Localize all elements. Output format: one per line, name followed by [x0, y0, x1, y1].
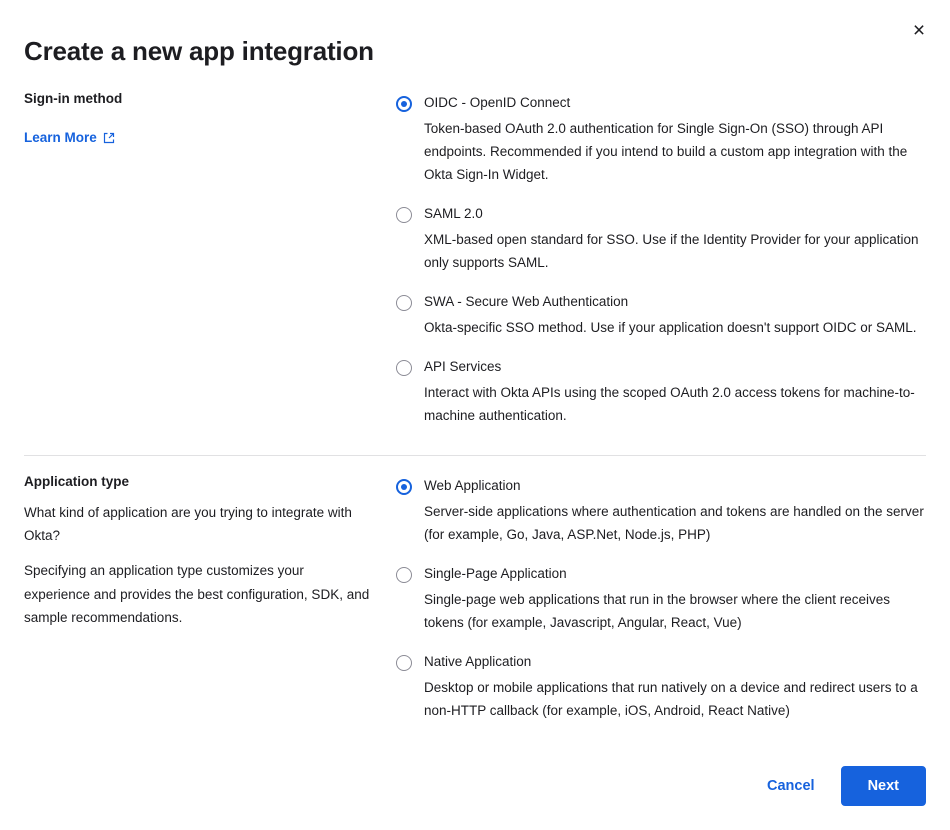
- radio-icon[interactable]: [396, 295, 412, 311]
- radio-option-web-application[interactable]: [396, 476, 926, 546]
- radio-description: Desktop or mobile applications that run natively on a device and redirect users to a non-HTTP callback (for example, iOS, Android, React Native): [424, 679, 918, 718]
- radio-title: API Services: [424, 359, 502, 374]
- radio-option-native-application[interactable]: [396, 652, 926, 722]
- radio-title: Single-Page Application: [424, 566, 567, 581]
- radio-body: [424, 652, 926, 722]
- radio-body: [424, 93, 926, 186]
- radio-title: OIDC - OpenID Connect: [424, 95, 571, 110]
- radio-description: Token-based OAuth 2.0 authentication for Single Sign-On (SSO) through API endpoints. Recommended if you intend to build a custom app integration with the Okta Sign-In Widget.: [424, 120, 908, 182]
- application-type-left: [24, 474, 396, 629]
- radio-title: SAML 2.0: [424, 206, 483, 222]
- radio-body: [424, 292, 926, 339]
- radio-title: Native Application: [424, 654, 532, 669]
- radio-icon[interactable]: [396, 567, 412, 583]
- close-icon[interactable]: ×: [906, 18, 932, 44]
- radio-option-saml[interactable]: [396, 204, 926, 274]
- application-type-options: [396, 474, 926, 722]
- application-type-label: Application type: [24, 474, 130, 489]
- signin-method-radio-group: [396, 93, 926, 427]
- signin-method-section: [24, 73, 926, 427]
- application-type-description-2: Specifying an application type customizes your experience and provides the best configuration, SDK, and sample recommendations.: [24, 563, 370, 625]
- application-type-description-1: What kind of application are you trying to integrate with Okta?: [24, 505, 352, 544]
- learn-more-link[interactable]: [24, 130, 115, 145]
- radio-title: Web Application: [424, 478, 521, 493]
- external-link-icon: [103, 132, 115, 144]
- radio-option-swa[interactable]: [396, 292, 926, 339]
- radio-description: Server-side applications where authentication and tokens are handled on the server (for example, Go, Java, ASP.Net, Node.js, PHP): [424, 503, 924, 542]
- radio-option-api-services[interactable]: [396, 357, 926, 427]
- radio-title: SWA - Secure Web Authentication: [424, 294, 629, 310]
- radio-body: [424, 476, 926, 546]
- radio-icon[interactable]: [396, 360, 412, 376]
- next-button[interactable]: Next: [841, 766, 926, 806]
- signin-method-options: [396, 91, 926, 427]
- signin-method-left: [24, 91, 396, 147]
- radio-icon[interactable]: [396, 655, 412, 671]
- radio-description: XML-based open standard for SSO. Use if the Identity Provider for your application only supports SAML.: [424, 231, 919, 270]
- radio-description: Interact with Okta APIs using the scoped OAuth 2.0 access tokens for machine-to-machine authentication.: [424, 384, 915, 423]
- page-title: Create a new app integration: [24, 36, 374, 66]
- radio-icon[interactable]: [396, 96, 412, 112]
- radio-icon[interactable]: [396, 207, 412, 223]
- dialog-footer: [24, 766, 926, 806]
- radio-description: Single-page web applications that run in the browser where the client receives tokens (for example, Javascript, Angular, React, Vue): [424, 591, 891, 630]
- application-type-section: [24, 456, 926, 722]
- radio-icon[interactable]: [396, 479, 412, 495]
- cancel-button[interactable]: Cancel: [755, 768, 827, 804]
- radio-description: Okta-specific SSO method. Use if your application doesn't support OIDC or SAML.: [424, 319, 917, 335]
- signin-method-label: Sign-in method: [24, 91, 123, 106]
- learn-more-label: Learn More: [24, 130, 97, 145]
- radio-option-single-page-application[interactable]: [396, 564, 926, 634]
- radio-body: [424, 357, 926, 427]
- application-type-radio-group: [396, 476, 926, 722]
- radio-body: [424, 564, 926, 634]
- radio-body: [424, 204, 926, 274]
- radio-option-oidc[interactable]: [396, 93, 926, 186]
